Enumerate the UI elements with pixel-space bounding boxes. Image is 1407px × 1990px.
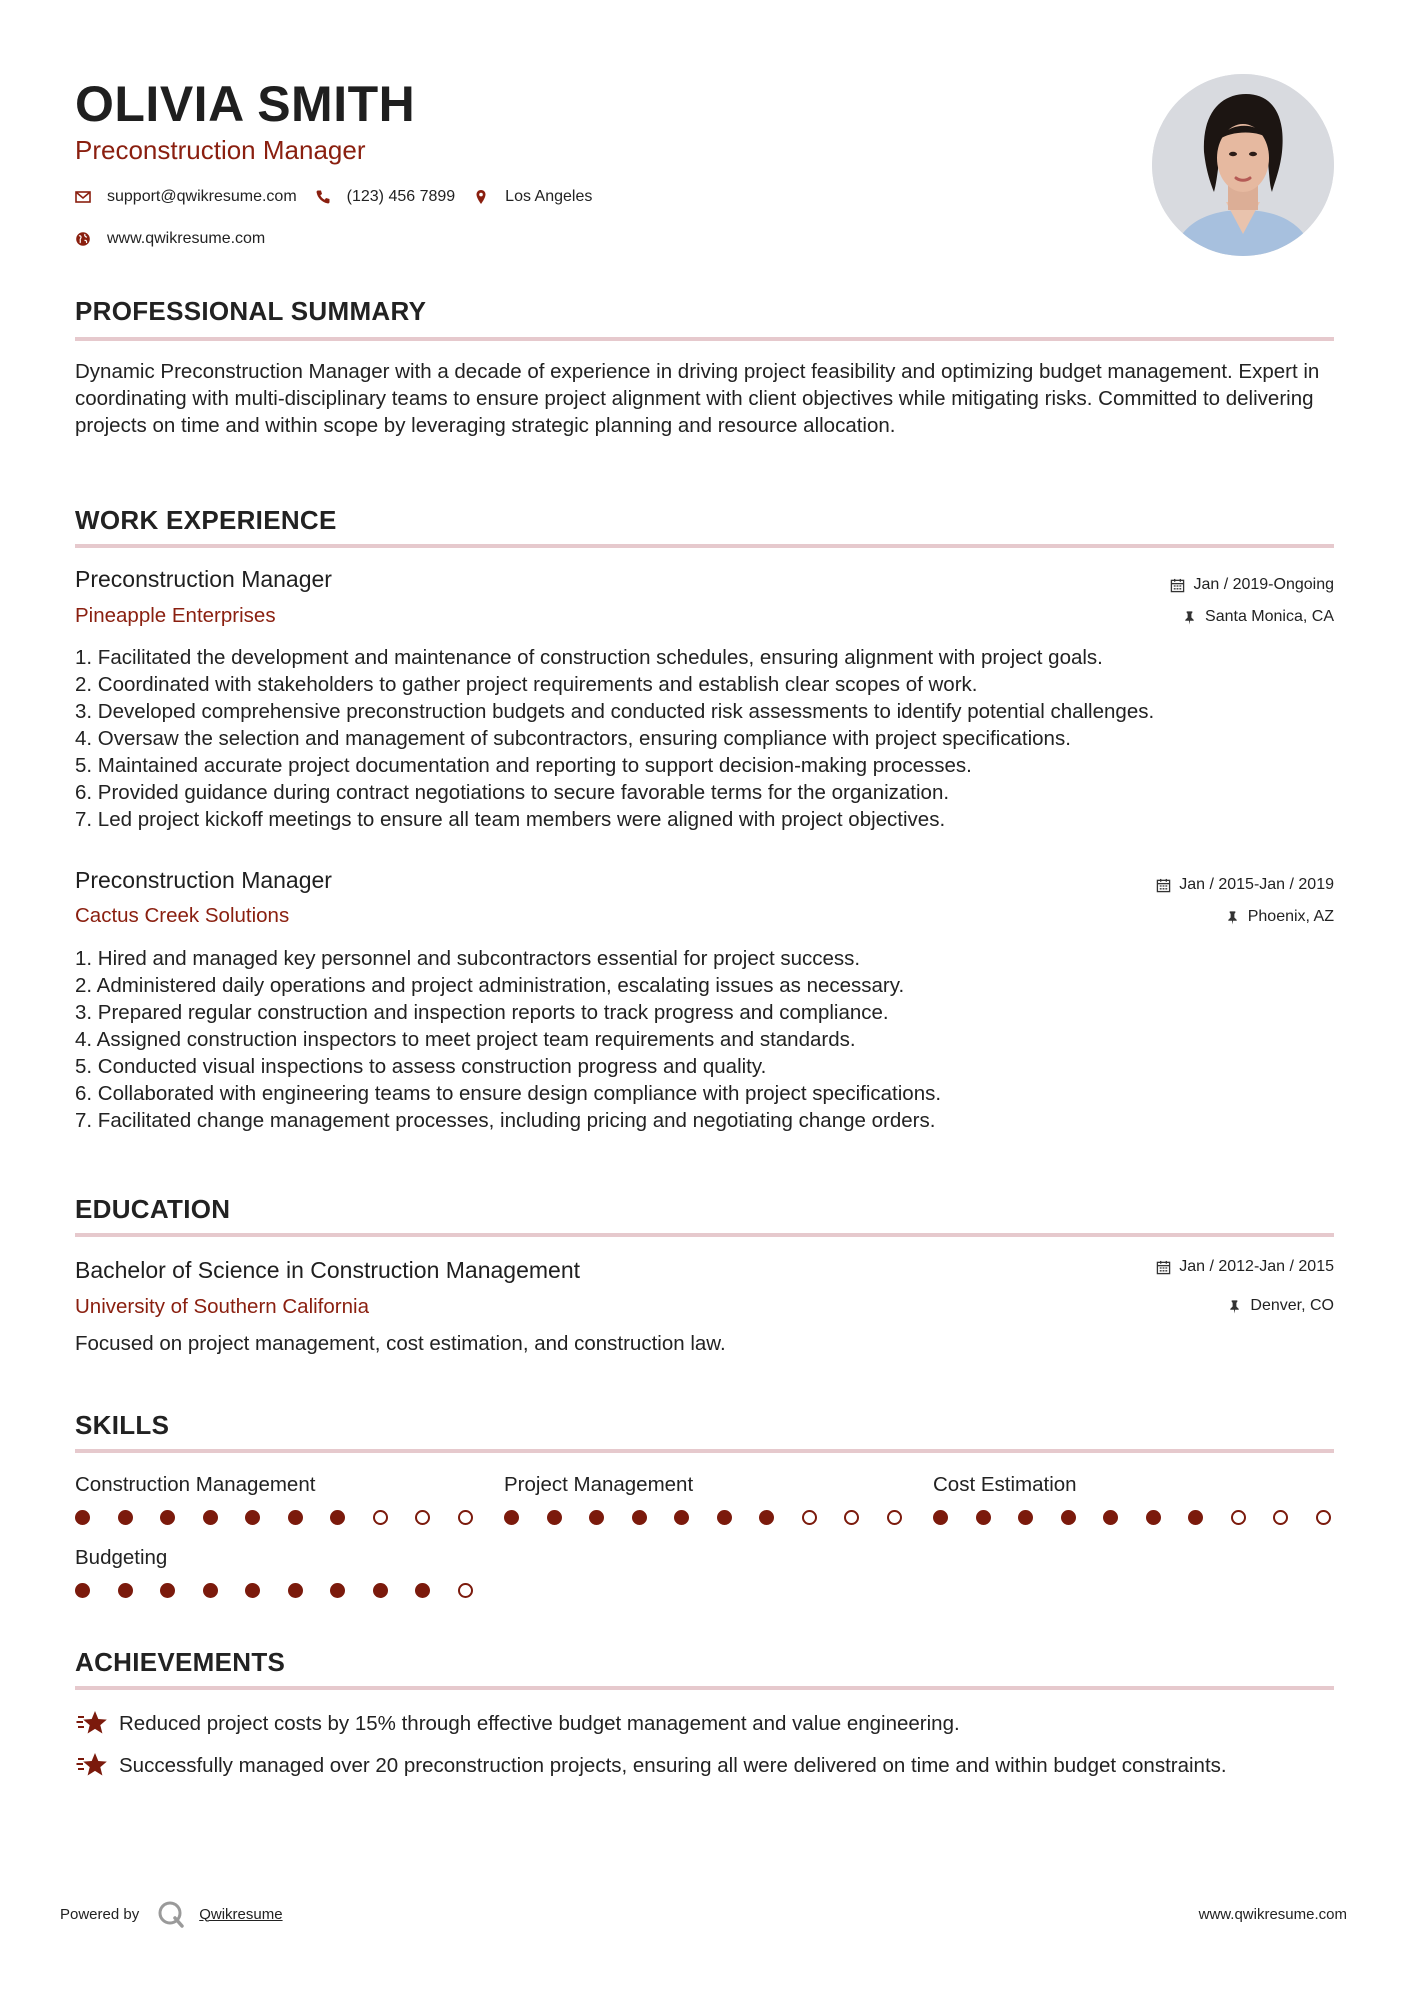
company-name: Pineapple Enterprises — [75, 604, 276, 627]
skill-name: Budgeting — [75, 1546, 168, 1569]
achievement-text: Successfully managed over 20 preconstruction projects, ensuring all were delivered on time and within budget constraints. — [119, 1754, 1227, 1777]
footer-powered-by — [60, 1900, 283, 1928]
profile-portrait — [1152, 74, 1334, 256]
education-dates — [1156, 1257, 1334, 1277]
skill-item — [504, 1472, 929, 1525]
list-item: 2. Coordinated with stakeholders to gather project requirements and establish clear scopes of work. — [75, 673, 978, 696]
job-dates-text: Jan / 2015-Jan / 2019 — [1179, 876, 1334, 893]
summary-text: Dynamic Preconstruction Manager with a decade of experience in driving project feasibility and optimizing budget management. Expert in coordinating with multi-disciplinary teams to ensure project alignment with client objectives while mitigating risks. Committed to delivering projects on time and within scope by leveraging strategic planning and resource allocation. — [75, 360, 1320, 437]
profile-photo — [1152, 74, 1334, 256]
rating-dot-filled — [933, 1510, 948, 1525]
rating-dot-filled — [674, 1510, 689, 1525]
rating-dot-filled — [1146, 1510, 1161, 1525]
list-item: 1. Hired and managed key personnel and subcontractors essential for project success. — [75, 947, 861, 970]
rating-dot-filled — [288, 1510, 303, 1525]
skill-item — [75, 1545, 500, 1598]
rating-dot-filled — [160, 1583, 175, 1598]
section-heading-achievements: ACHIEVEMENTS — [75, 1647, 286, 1677]
candidate-title: Preconstruction Manager — [75, 135, 366, 165]
candidate-name: OLIVIA SMITH — [75, 76, 416, 132]
rating-dot-empty — [802, 1510, 817, 1525]
skill-rating — [504, 1510, 929, 1525]
section-divider — [75, 544, 1334, 548]
rating-dot-filled — [330, 1510, 345, 1525]
phone-icon — [315, 189, 331, 205]
list-item: 6. Provided guidance during contract negotiations to secure favorable terms for the organization. — [75, 781, 950, 804]
rating-dot-filled — [75, 1510, 90, 1525]
job-dates-text: Jan / 2019-Ongoing — [1193, 576, 1334, 593]
list-item: 1. Facilitated the development and maintenance of construction schedules, ensuring alignment with project goals. — [75, 646, 1103, 669]
globe-icon — [75, 231, 91, 247]
job-location — [1225, 907, 1334, 927]
contact-row-website — [75, 230, 283, 248]
rating-dot-empty — [415, 1510, 430, 1525]
education-description: Focused on project management, cost estimation, and construction law. — [75, 1332, 726, 1355]
rating-dot-filled — [373, 1583, 388, 1598]
list-item: 7. Facilitated change management processes, including pricing and negotiating change orders. — [75, 1109, 936, 1132]
list-item: 5. Maintained accurate project documentation and reporting to support decision-making processes. — [75, 754, 972, 777]
achievement-item — [75, 1752, 1337, 1780]
section-divider — [75, 1233, 1334, 1237]
list-item: 4. Assigned construction inspectors to meet project team requirements and standards. — [75, 1028, 856, 1051]
email-text: support@qwikresume.com — [107, 188, 297, 205]
rating-dot-filled — [1188, 1510, 1203, 1525]
achievement-text: Reduced project costs by 15% through effective budget management and value engineering. — [119, 1712, 960, 1735]
contact-email[interactable] — [75, 188, 297, 206]
job-dates — [1156, 875, 1334, 895]
rating-dot-empty — [458, 1510, 473, 1525]
rating-dot-filled — [415, 1583, 430, 1598]
company-name: Cactus Creek Solutions — [75, 904, 290, 927]
rating-dot-filled — [118, 1510, 133, 1525]
degree-title: Bachelor of Science in Construction Management — [75, 1257, 581, 1283]
rating-dot-empty — [844, 1510, 859, 1525]
website-text: www.qwikresume.com — [107, 230, 266, 247]
job-location-text: Santa Monica, CA — [1205, 608, 1334, 625]
list-item: 5. Conducted visual inspections to assess construction progress and quality. — [75, 1055, 767, 1078]
job-location-text: Phoenix, AZ — [1247, 908, 1334, 925]
envelope-icon — [75, 189, 91, 205]
rating-dot-filled — [632, 1510, 647, 1525]
rating-dot-filled — [160, 1510, 175, 1525]
rating-dot-filled — [245, 1510, 260, 1525]
list-item: 6. Collaborated with engineering teams to ensure design compliance with project specifications. — [75, 1082, 942, 1105]
job-bullets — [75, 945, 1337, 1134]
phone-text: (123) 456 7899 — [346, 188, 456, 205]
section-heading-experience: WORK EXPERIENCE — [75, 505, 337, 535]
section-divider — [75, 1686, 1334, 1690]
skill-item — [75, 1472, 500, 1525]
rating-dot-empty — [1316, 1510, 1331, 1525]
rating-dot-empty — [458, 1583, 473, 1598]
award-star-icon — [75, 1750, 109, 1780]
rating-dot-filled — [1061, 1510, 1076, 1525]
rating-dot-filled — [75, 1583, 90, 1598]
list-item: 3. Prepared regular construction and inspection reports to track progress and compliance. — [75, 1001, 889, 1024]
job-bullets — [75, 644, 1337, 833]
job-dates — [1170, 575, 1334, 595]
rating-dot-filled — [288, 1583, 303, 1598]
location-text: Los Angeles — [505, 188, 593, 205]
education-location — [1227, 1296, 1334, 1316]
rating-dot-filled — [759, 1510, 774, 1525]
job-title: Preconstruction Manager — [75, 566, 332, 592]
skill-rating — [933, 1510, 1358, 1525]
skill-rating — [75, 1583, 500, 1598]
education-location-text: Denver, CO — [1250, 1297, 1334, 1314]
skill-name: Cost Estimation — [933, 1473, 1077, 1496]
list-item: 7. Led project kickoff meetings to ensure all team members were aligned with project objectives. — [75, 808, 946, 831]
contact-phone[interactable] — [315, 188, 456, 206]
section-heading-summary: PROFESSIONAL SUMMARY — [75, 296, 427, 326]
contact-row — [75, 188, 610, 206]
rating-dot-filled — [1018, 1510, 1033, 1525]
skill-item — [933, 1472, 1358, 1525]
rating-dot-filled — [504, 1510, 519, 1525]
rating-dot-filled — [330, 1583, 345, 1598]
achievement-item — [75, 1710, 1337, 1738]
contact-website[interactable] — [75, 230, 265, 248]
pushpin-icon — [1225, 910, 1240, 925]
calendar-icon — [1156, 878, 1171, 893]
list-item: 3. Developed comprehensive preconstruction budgets and conducted risk assessments to identify potential challenges. — [75, 700, 1155, 723]
school-name: University of Southern California — [75, 1295, 369, 1318]
qwikresume-logo-icon — [157, 1900, 185, 1928]
rating-dot-filled — [547, 1510, 562, 1525]
job-title: Preconstruction Manager — [75, 867, 332, 893]
rating-dot-filled — [589, 1510, 604, 1525]
rating-dot-filled — [203, 1510, 218, 1525]
list-item: 4. Oversaw the selection and management of subcontractors, ensuring compliance with project specifications. — [75, 727, 1071, 750]
footer-site[interactable]: www.qwikresume.com — [1198, 1906, 1347, 1923]
calendar-icon — [1156, 1260, 1171, 1275]
skill-rating — [75, 1510, 500, 1525]
section-divider — [75, 337, 1334, 341]
rating-dot-filled — [1103, 1510, 1118, 1525]
job-location — [1182, 607, 1334, 627]
rating-dot-filled — [203, 1583, 218, 1598]
list-item: 2. Administered daily operations and project administration, escalating issues as necessary. — [75, 974, 905, 997]
rating-dot-empty — [887, 1510, 902, 1525]
pushpin-icon — [1227, 1299, 1242, 1314]
rating-dot-filled — [976, 1510, 991, 1525]
map-marker-icon — [473, 189, 489, 205]
contact-location — [473, 188, 592, 206]
skill-name: Project Management — [504, 1473, 694, 1496]
rating-dot-filled — [717, 1510, 732, 1525]
qwikresume-link[interactable]: Qwikresume — [199, 1905, 283, 1923]
powered-by-label: Powered by — [60, 1905, 140, 1923]
rating-dot-empty — [1273, 1510, 1288, 1525]
education-dates-text: Jan / 2012-Jan / 2015 — [1179, 1258, 1334, 1275]
skill-name: Construction Management — [75, 1473, 316, 1496]
section-heading-skills: SKILLS — [75, 1410, 170, 1440]
rating-dot-filled — [245, 1583, 260, 1598]
rating-dot-empty — [1231, 1510, 1246, 1525]
rating-dot-empty — [373, 1510, 388, 1525]
rating-dot-filled — [118, 1583, 133, 1598]
calendar-icon — [1170, 578, 1185, 593]
pushpin-icon — [1182, 610, 1197, 625]
award-star-icon — [75, 1708, 109, 1738]
section-divider — [75, 1449, 1334, 1453]
section-heading-education: EDUCATION — [75, 1194, 231, 1224]
